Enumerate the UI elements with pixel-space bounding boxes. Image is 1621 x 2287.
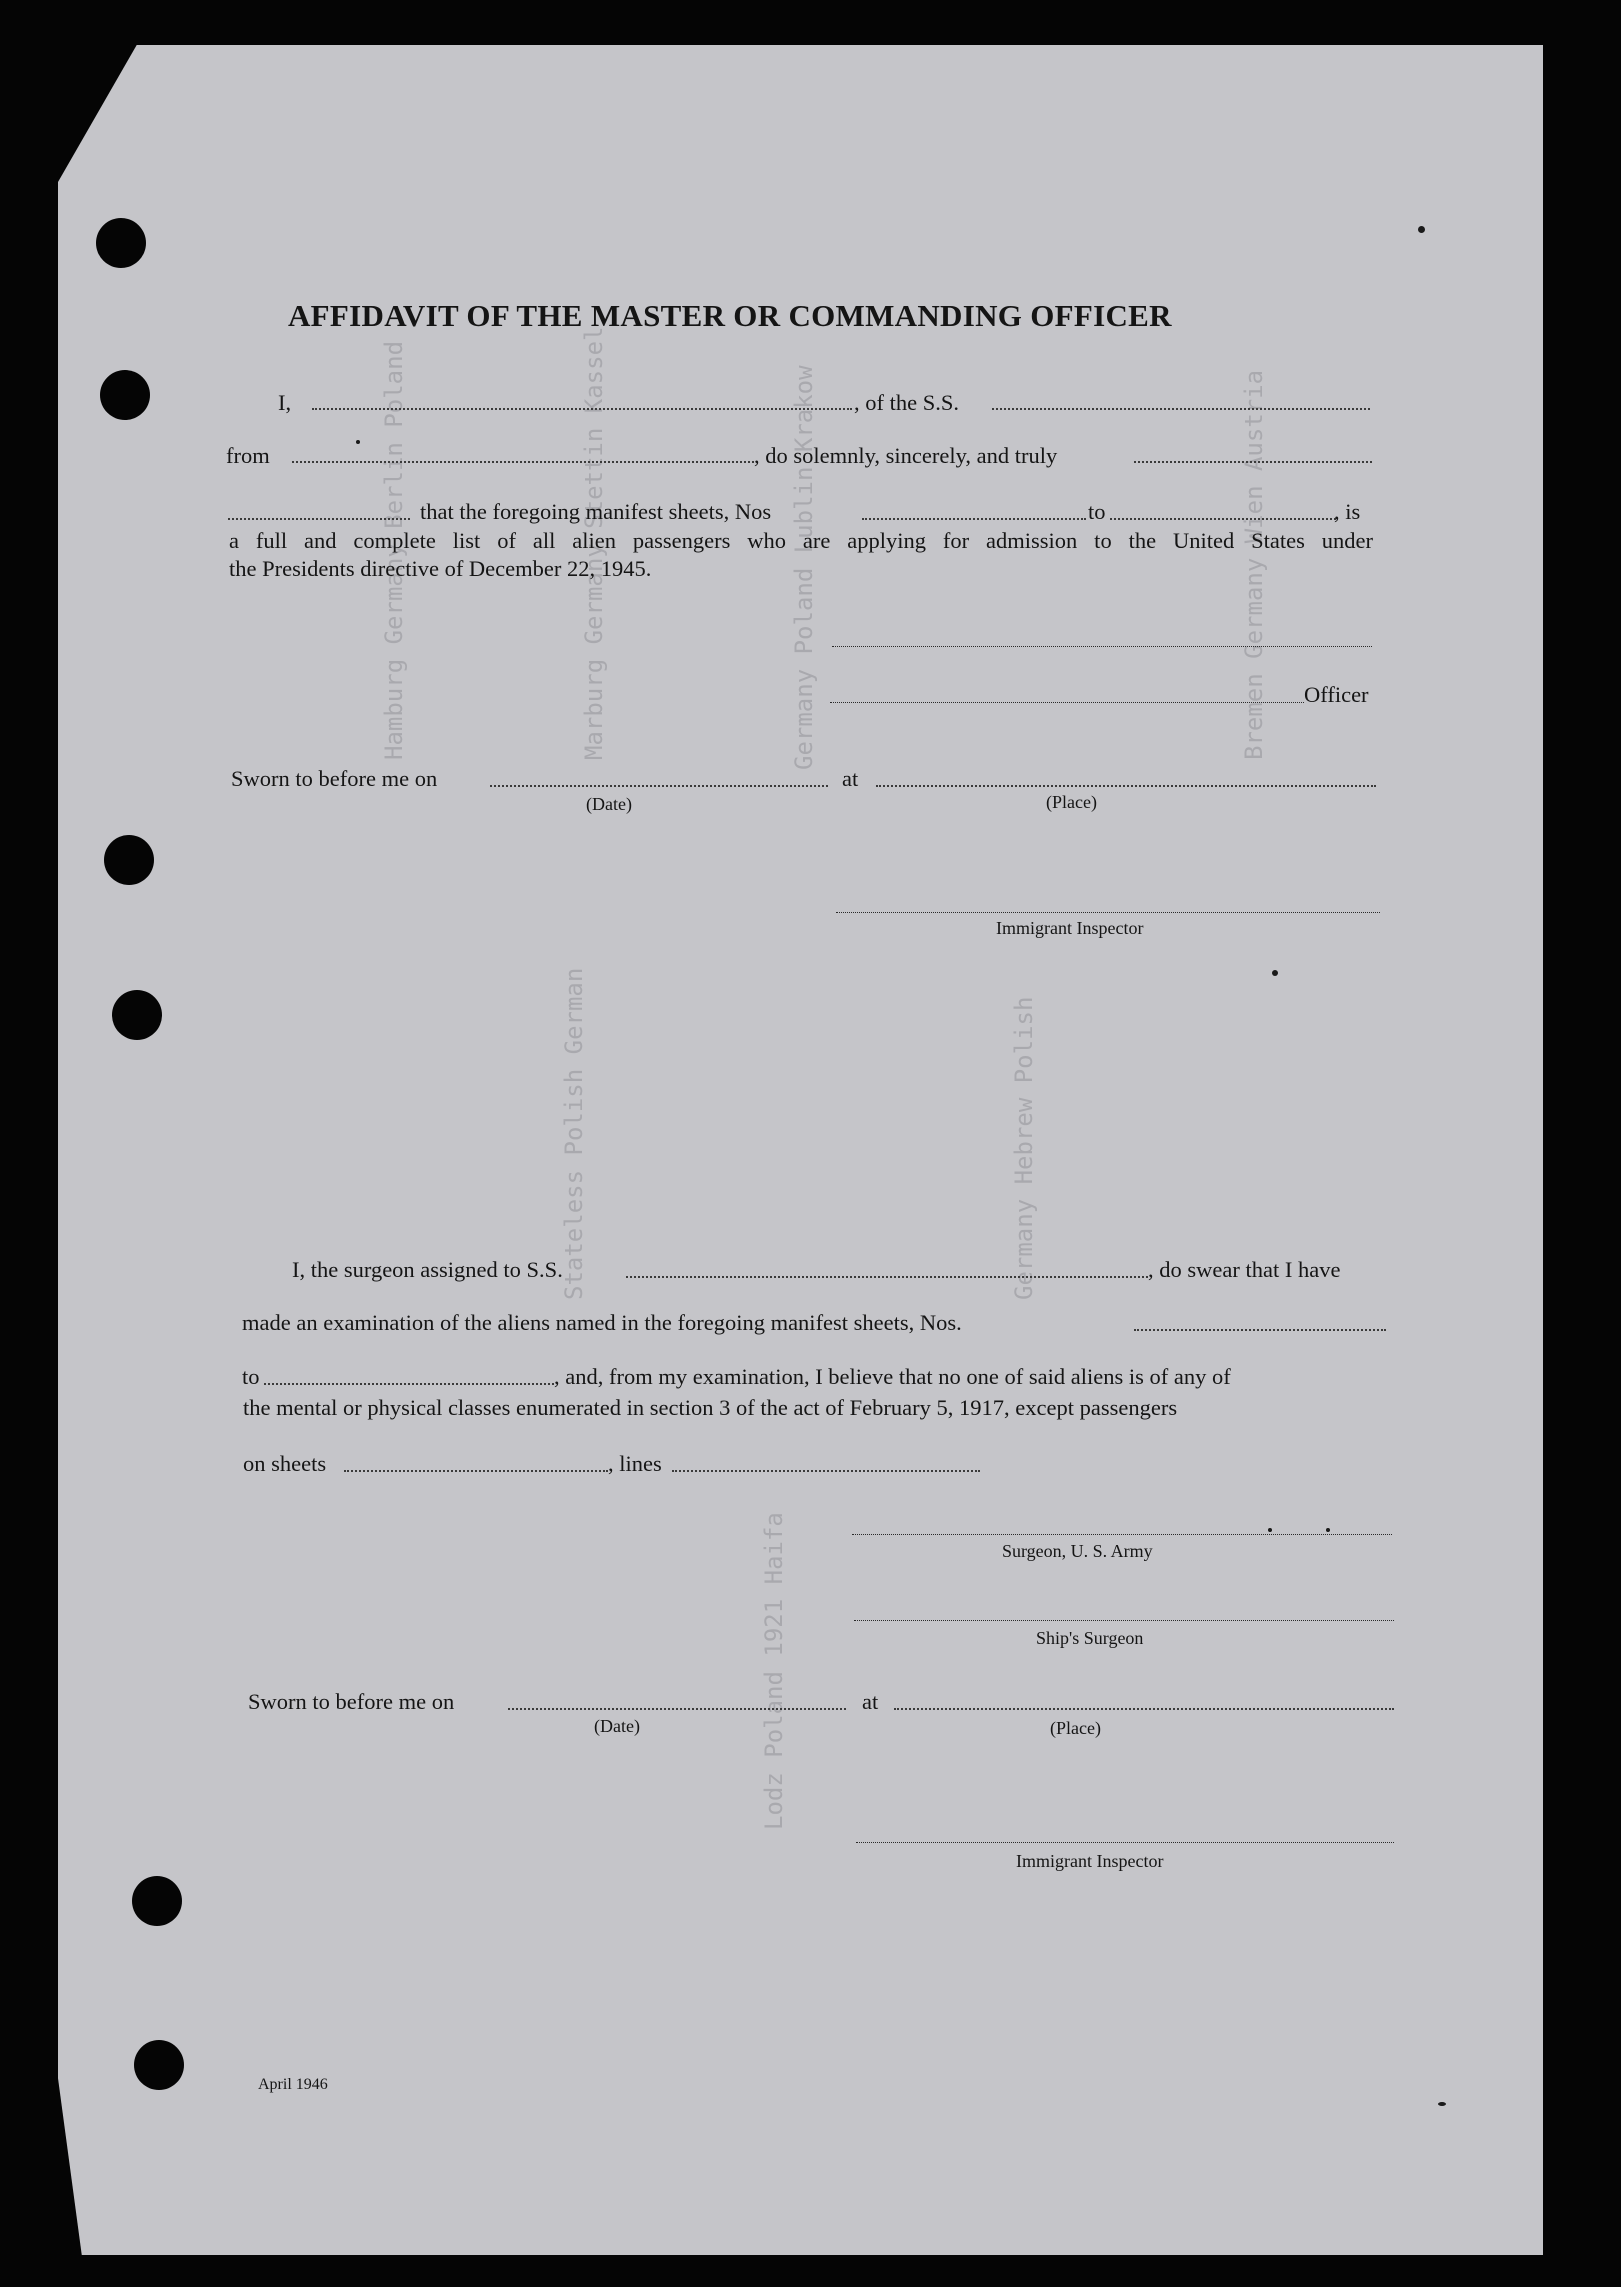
is-label: , is [1334, 499, 1361, 524]
master-name-field[interactable] [312, 408, 852, 410]
army-surgeon-signature-line[interactable] [852, 1534, 1392, 1535]
punch-hole [96, 218, 146, 268]
lines-label: , lines [608, 1451, 662, 1476]
surgeon-date-caption: (Date) [594, 1716, 640, 1736]
punch-hole [132, 1876, 182, 1926]
surgeon-sworn-place-field[interactable] [894, 1708, 1394, 1710]
from-label: from [226, 443, 270, 468]
dust-speck [1268, 1528, 1272, 1532]
declaration-field-a[interactable] [1134, 461, 1372, 463]
sheets-to-field[interactable] [1110, 518, 1336, 520]
place-caption: (Place) [1046, 792, 1097, 812]
dust-speck [356, 440, 360, 444]
dust-speck [1326, 1528, 1330, 1532]
officer-signature-line-1[interactable] [832, 646, 1372, 647]
surgeon-line-1b: , do swear that I have [1148, 1257, 1341, 1282]
surgeon-sworn-date-field[interactable] [508, 1708, 846, 1710]
ship-surgeon-caption: Ship's Surgeon [1036, 1628, 1144, 1648]
foregoing-sheets-label: that the foregoing manifest sheets, Nos [420, 499, 772, 524]
ship-surgeon-signature-line[interactable] [854, 1620, 1394, 1621]
bleed-through-text: Stateless Polish German [560, 967, 588, 1300]
bleed-through-text: Marburg Germany Stettin Kassel [580, 326, 608, 760]
inspector-signature-line[interactable] [836, 912, 1380, 913]
date-caption: (Date) [586, 794, 632, 814]
surgeon-inspector-signature-line[interactable] [856, 1842, 1394, 1843]
sworn-date-field[interactable] [490, 785, 828, 787]
on-sheets-label: on sheets [243, 1451, 327, 1476]
inspector-caption: Immigrant Inspector [996, 918, 1144, 938]
dust-speck [1438, 2102, 1446, 2106]
surgeon-inspector-caption: Immigrant Inspector [1016, 1851, 1164, 1871]
on-sheets-field[interactable] [344, 1470, 608, 1472]
body-line-2: a full and complete list of all alien passengers who are applying for admission to the United States under [229, 528, 1373, 553]
surgeon-place-caption: (Place) [1050, 1718, 1101, 1738]
bleed-through-text: Hamburg Germany Berlin Poland [380, 340, 408, 760]
bleed-through-text: Bremen Germany Wien Austria [1240, 369, 1268, 760]
officer-label: Officer [1304, 682, 1369, 707]
sheets-from-field[interactable] [862, 518, 1086, 520]
to-label: to [1088, 499, 1106, 524]
punch-hole [134, 2040, 184, 2090]
of-the-ss-label: , of the S.S. [854, 390, 960, 415]
footer-date: April 1946 [258, 2076, 328, 2093]
dust-speck [1272, 970, 1278, 976]
surgeon-ship-field[interactable] [626, 1276, 1148, 1278]
punch-hole [100, 370, 150, 420]
ship-name-field[interactable] [992, 408, 1370, 410]
bleed-through-text: Lodz Poland 1921 Haifa [760, 1512, 788, 1830]
surgeon-line-1a: I, the surgeon assigned to S.S. [292, 1257, 563, 1282]
army-surgeon-caption: Surgeon, U. S. Army [1002, 1541, 1153, 1561]
surgeon-at-label: at [862, 1689, 879, 1714]
bleed-through-text: Germany Poland Lublin Krakow [790, 365, 818, 770]
surgeon-sheets-from-field[interactable] [1134, 1329, 1386, 1331]
lines-field[interactable] [672, 1470, 980, 1472]
bleed-through-text: Germany Hebrew Polish [1010, 996, 1038, 1300]
sworn-place-field[interactable] [876, 785, 1376, 787]
solemnly-label: , do solemnly, sincerely, and truly [754, 443, 1058, 468]
sworn-label: Sworn to before me on [231, 766, 438, 791]
body-line-3: the Presidents directive of December 22, 1945. [229, 556, 652, 581]
punch-hole [112, 990, 162, 1040]
surgeon-to-label: to [242, 1364, 260, 1389]
declaration-field-b[interactable] [228, 518, 410, 520]
page-title: AFFIDAVIT OF THE MASTER OR COMMANDING OFFICER [288, 298, 1172, 333]
at-label: at [842, 766, 859, 791]
i-label: I, [278, 390, 292, 415]
surgeon-line-4: the mental or physical classes enumerated in section 3 of the act of February 5, 1917, except passengers [243, 1395, 1178, 1420]
surgeon-line-3b: , and, from my examination, I believe that no one of said aliens is of any of [554, 1364, 1231, 1389]
surgeon-line-2: made an examination of the aliens named in the foregoing manifest sheets, Nos. [242, 1310, 962, 1335]
surgeon-sheets-to-field[interactable] [264, 1383, 554, 1385]
dust-speck [1418, 226, 1425, 233]
punch-hole [104, 835, 154, 885]
surgeon-sworn-label: Sworn to before me on [248, 1689, 455, 1714]
from-port-field[interactable] [292, 461, 754, 463]
officer-signature-line-2[interactable] [830, 702, 1304, 703]
